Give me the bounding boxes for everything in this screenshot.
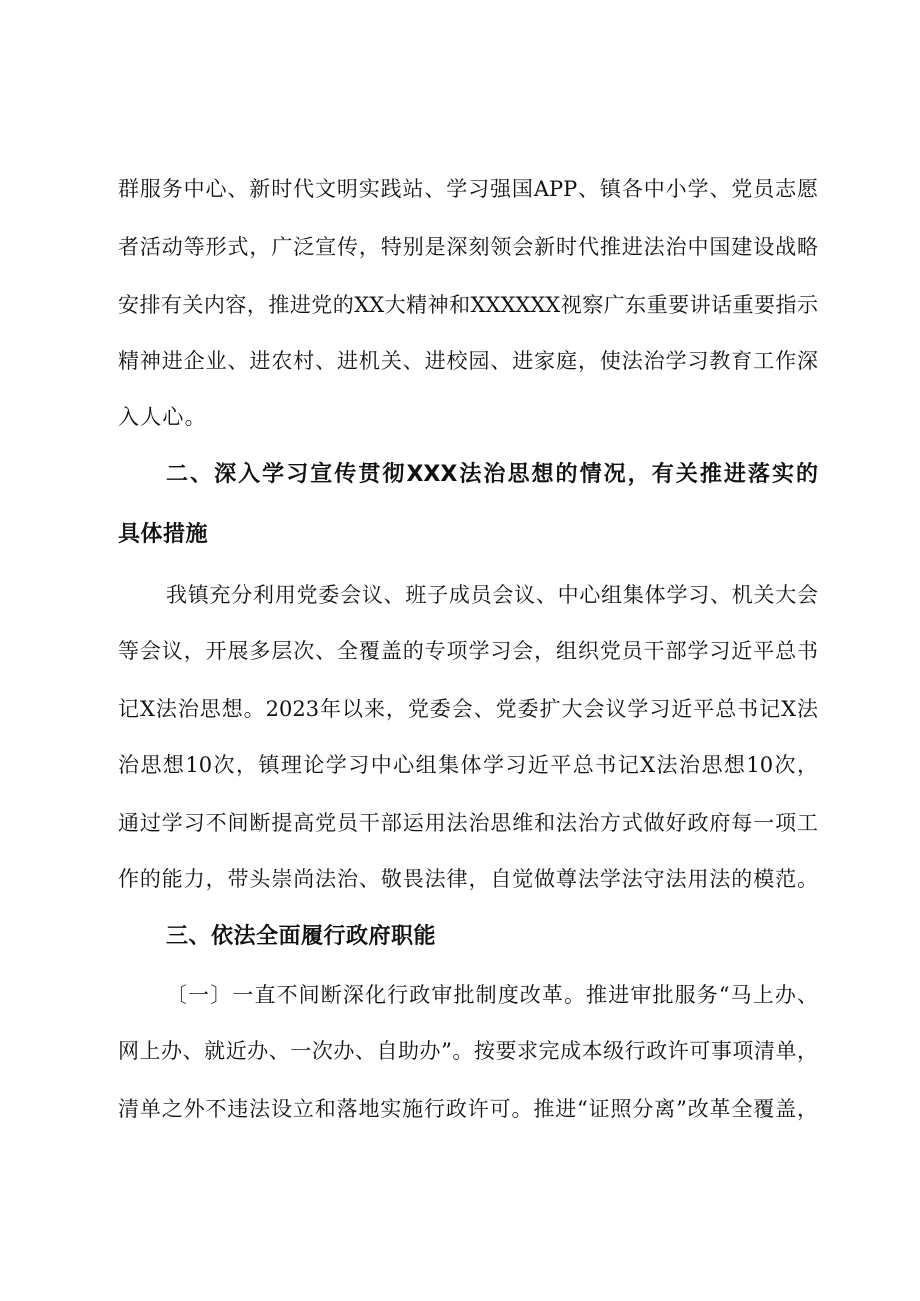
paragraph-line: 等会议，开展多层次、全覆盖的专项学习会，组织党员干部学习近平总书 <box>118 639 818 663</box>
paragraph-line: 治思想10次，镇理论学习中心组集体学习近平总书记X法治思想10次， <box>118 753 818 777</box>
paragraph-line: 记X法治思想。2023年以来，党委会、党委扩大会议学习近平总书记X法 <box>118 697 818 721</box>
section-heading: 三、依法全面履行政府职能 <box>166 924 437 949</box>
section-heading: 具体措施 <box>118 522 209 547</box>
paragraph-line: 者活动等形式，广泛宣传，特别是深刻领会新时代推进法治中国建设战略 <box>118 235 818 259</box>
paragraph-line: 通过学习不间断提高党员干部运用法治思维和法治方式做好政府每一项工 <box>118 811 818 835</box>
paragraph-line: 清单之外不违法设立和落地实施行政许可。推进“证照分离”改革全覆盖， <box>118 1097 818 1121</box>
paragraph-line: 安排有关内容，推进党的XX大精神和XXXXXX视察广东重要讲话重要指示 <box>118 293 818 317</box>
paragraph-line: 入人心。 <box>118 405 207 429</box>
paragraph-line: 精神进企业、进农村、进机关、进校园、进家庭，使法治学习教育工作深 <box>118 349 818 373</box>
paragraph-line: 我镇充分利用党委会议、班子成员会议、中心组集体学习、机关大会 <box>166 583 818 607</box>
paragraph-line: 群服务中心、新时代文明实践站、学习强国APP、镇各中小学、党员志愿 <box>118 177 818 201</box>
paragraph-line: 〔一〕一直不间断深化行政审批制度改革。推进审批服务“马上办、 <box>166 983 818 1007</box>
section-heading: 二、深入学习宣传贯彻XXX法治思想的情况，有关推进落实的 <box>166 462 818 487</box>
paragraph-line: 网上办、就近办、一次办、自助办”。按要求完成本级行政许可事项清单， <box>118 1039 818 1063</box>
paragraph-line: 作的能力，带头崇尚法治、敬畏法律，自觉做尊法学法守法用法的模范。 <box>118 867 818 891</box>
